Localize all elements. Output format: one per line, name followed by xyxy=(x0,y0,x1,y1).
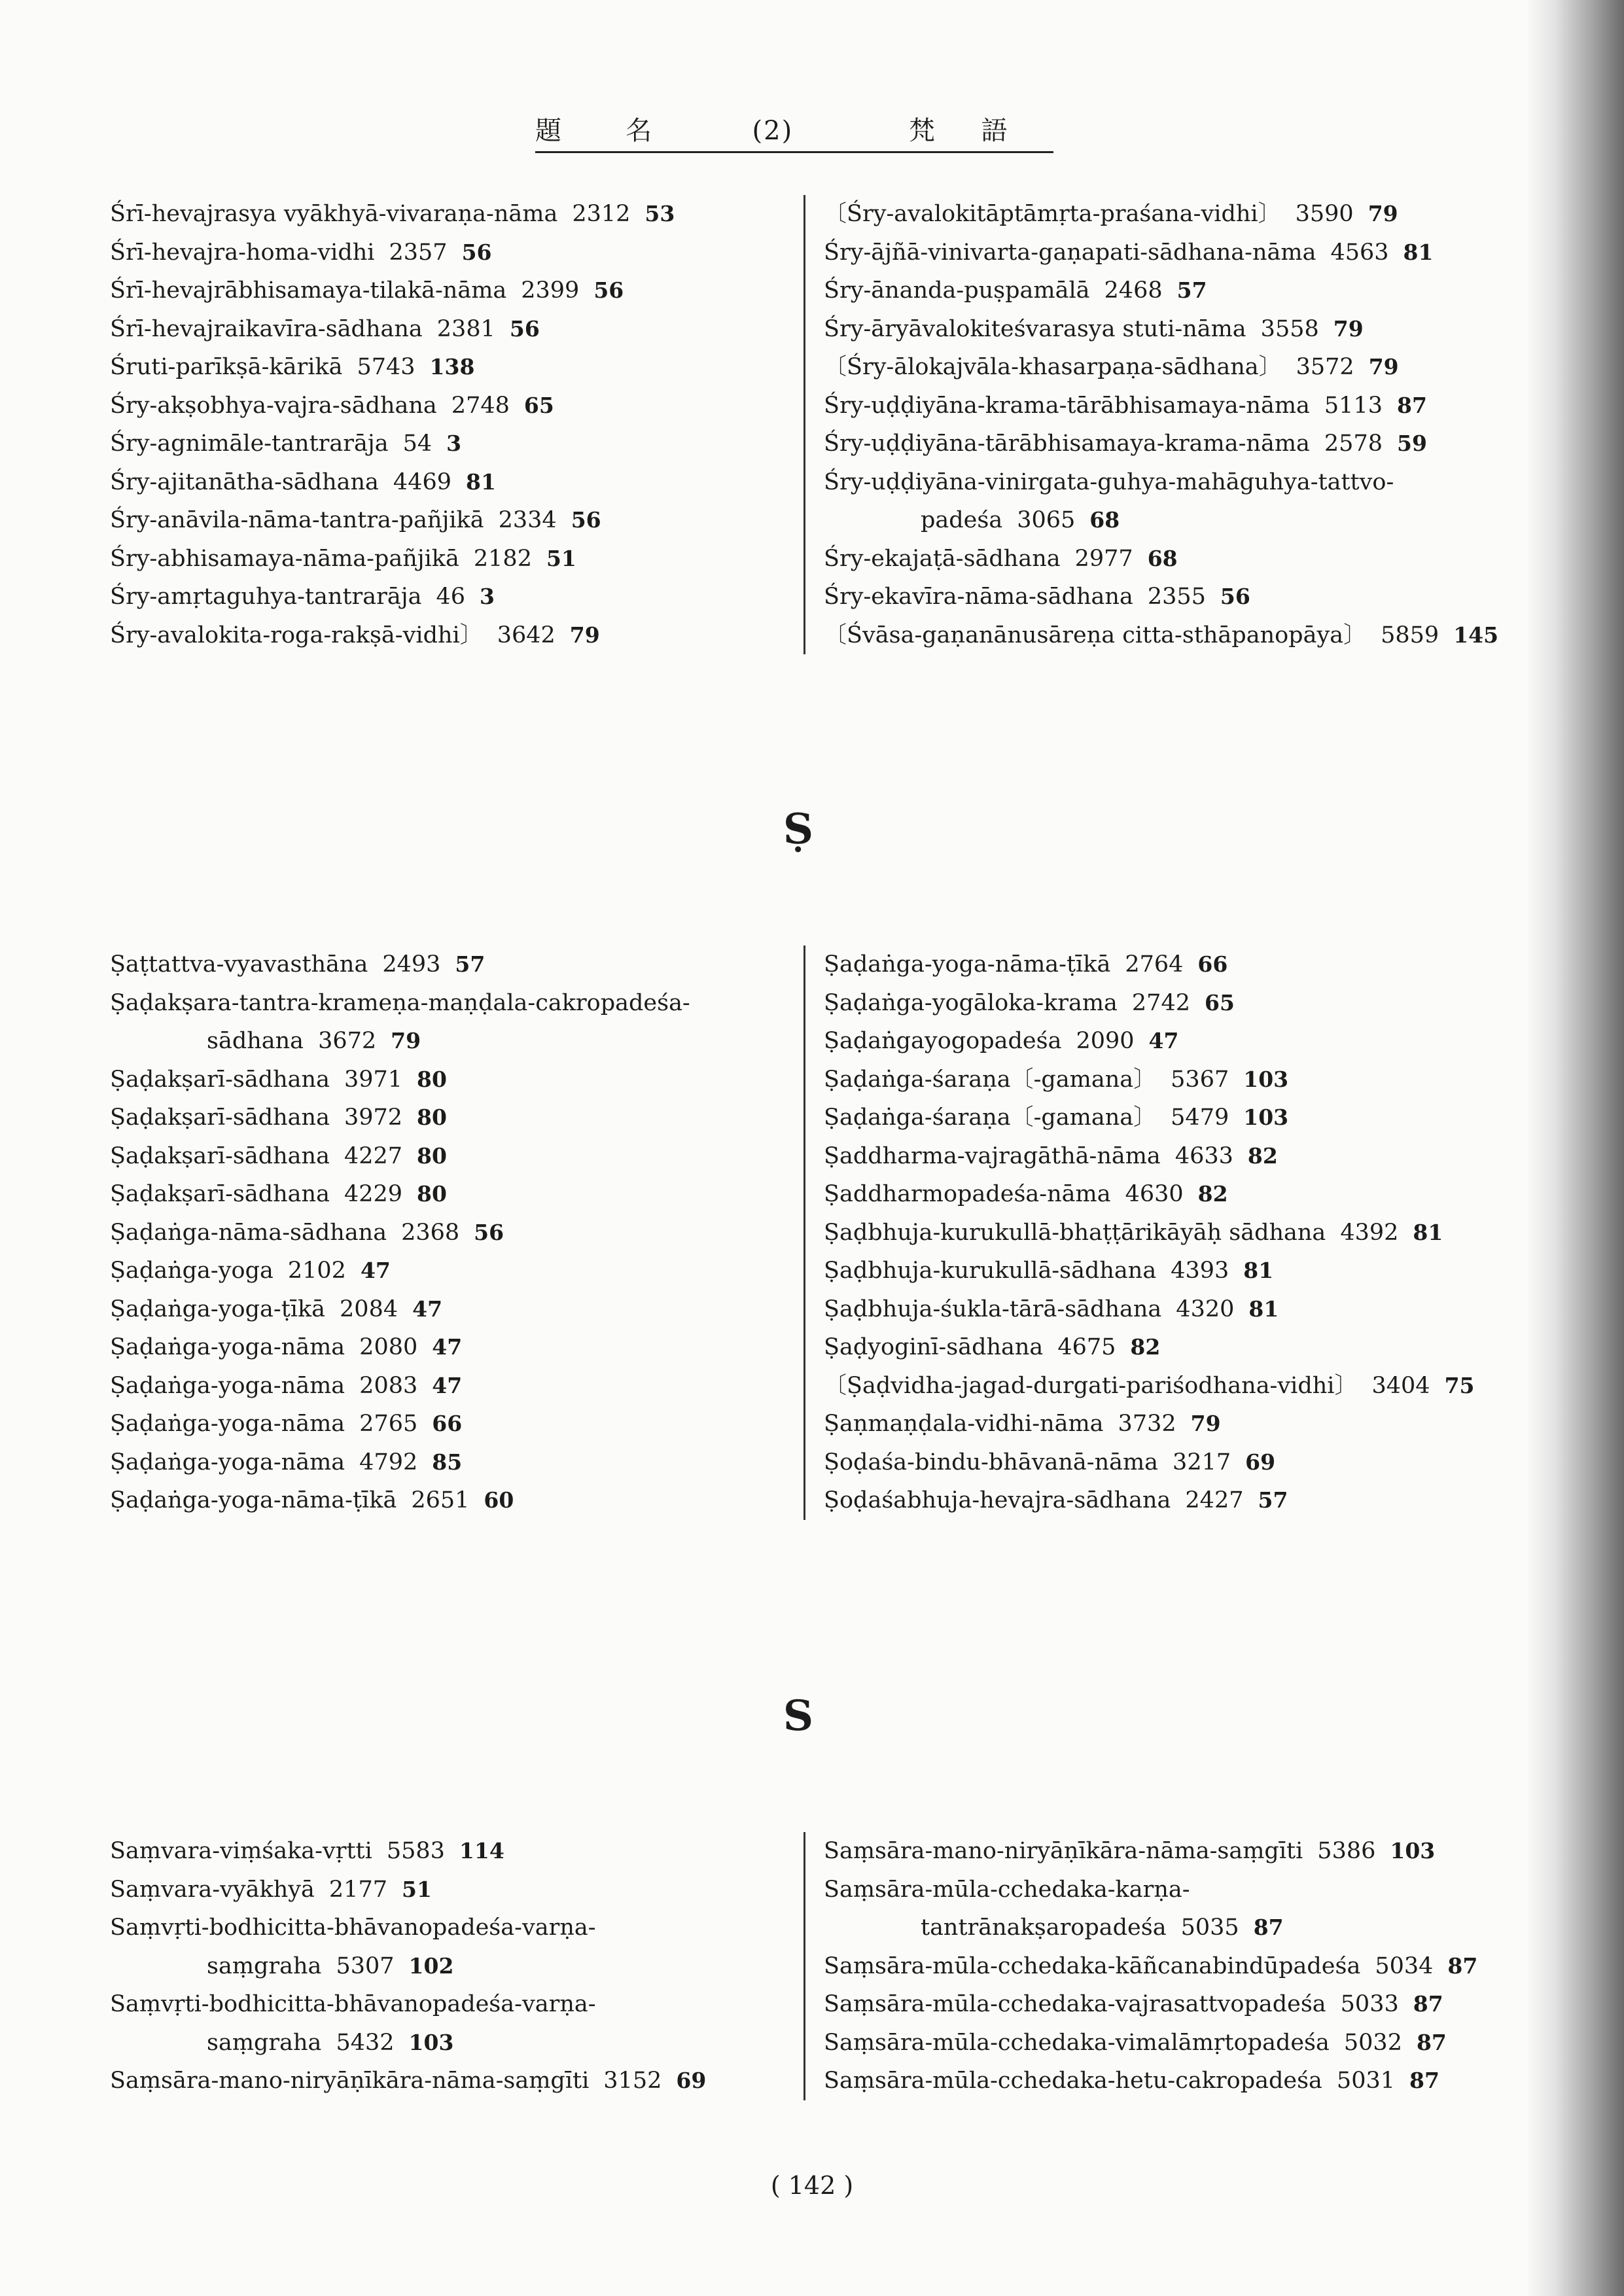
entry-title: Saṃsāra-mūla-cchedaka-vimalāmṛtopadeśa xyxy=(824,2029,1330,2056)
entry-number: 2084 xyxy=(340,1296,398,1322)
entry-page: 87 xyxy=(1253,1915,1284,1940)
entry-title: Ṣaḍaṅga-yoga-nāma xyxy=(110,1449,345,1475)
entry-page: 138 xyxy=(429,354,475,380)
entry-page: 103 xyxy=(1390,1838,1436,1863)
entry-title: Śrī-hevajrasya vyākhyā-vivaraṇa-nāma xyxy=(110,201,558,227)
index-entry xyxy=(110,1481,784,1520)
entry-title: Ṣoḍaśabhuja-hevajra-sādhana xyxy=(824,1487,1171,1513)
entry-page: 69 xyxy=(1245,1449,1276,1475)
entry-title: Saṃsāra-mano-niryāṇīkāra-nāma-saṃgīti xyxy=(110,2068,590,2094)
entry-page: 103 xyxy=(408,2029,454,2055)
entry-page: 82 xyxy=(1247,1142,1278,1169)
entry-title: 〔Śry-avalokitāptāmṛta-praśana-vidhi〕 xyxy=(824,201,1281,227)
entry-title: Saṃsāra-mūla-cchedaka-karṇa-tantrānakṣaropadeśa xyxy=(824,1876,1190,1941)
index-entry xyxy=(110,348,784,387)
entry-page: 81 xyxy=(1403,239,1434,265)
entry-number: 4633 xyxy=(1174,1142,1233,1169)
entry-title: Ṣaḍaṅga-yoga-nāma xyxy=(110,1372,345,1399)
entry-title: Saṃvṛti-bodhicitta-bhāvanopadeśa-varṇa-saṃgraha xyxy=(110,1915,596,1979)
index-entry xyxy=(824,540,1537,578)
entry-page: 102 xyxy=(408,1952,454,1979)
entry-number: 2427 xyxy=(1185,1487,1244,1513)
index-entry xyxy=(824,1985,1537,2024)
entry-page: 60 xyxy=(484,1487,514,1513)
index-entry xyxy=(110,463,784,502)
entry-number: 2742 xyxy=(1131,989,1190,1016)
entry-title: Ṣaḍakṣarī-sādhana xyxy=(110,1181,330,1207)
entry-page: 114 xyxy=(459,1838,504,1863)
index-entry xyxy=(110,1175,784,1214)
header-title-2: 名 xyxy=(626,116,654,146)
entry-title: Saṃsāra-mūla-cchedaka-kāñcanabindūpadeśa xyxy=(824,1952,1361,1979)
index-entry xyxy=(824,1443,1537,1482)
entry-title: Saṃvṛti-bodhicitta-bhāvanopadeśa-varṇa-saṃgraha xyxy=(110,1991,596,2056)
entry-page: 47 xyxy=(412,1296,443,1322)
entry-title: Ṣaḍaṅga-śaraṇa〔-gamana〕 xyxy=(824,1066,1157,1093)
entry-number: 5034 xyxy=(1375,1952,1434,1979)
entry-number: 4563 xyxy=(1330,239,1389,266)
entry-page: 79 xyxy=(1368,354,1399,380)
entry-number: 3065 xyxy=(1017,507,1076,533)
index-entry xyxy=(824,1405,1537,1443)
entry-title: Ṣaddharmopadeśa-nāma xyxy=(824,1181,1111,1207)
entry-page: 81 xyxy=(1413,1219,1443,1245)
index-entry xyxy=(110,195,784,234)
entry-number: 5432 xyxy=(336,2029,395,2056)
entry-title: Ṣaḍakṣarī-sādhana xyxy=(110,1066,330,1093)
entry-number: 2177 xyxy=(328,1876,387,1903)
index-entry xyxy=(824,1214,1537,1252)
header-lang-1: 梵 xyxy=(908,116,936,146)
entry-title: Ṣaḍaṅga-nāma-sādhana xyxy=(110,1219,387,1246)
entry-title: Ṣaḍaṅga-yoga-nāma-ṭīkā xyxy=(824,951,1111,978)
entry-number: 5307 xyxy=(336,1952,395,1979)
index-entry xyxy=(824,2024,1537,2062)
entry-number: 4469 xyxy=(393,468,451,495)
entry-number: 5113 xyxy=(1324,392,1383,419)
index-entry xyxy=(824,387,1537,425)
index-entry xyxy=(110,1909,784,1985)
entry-title: Ṣaḍaṅgayogopadeśa xyxy=(824,1028,1062,1054)
entry-page: 3 xyxy=(479,584,495,609)
entry-number: 4393 xyxy=(1171,1258,1229,1284)
header-title-1: 題 xyxy=(535,116,563,146)
entry-page: 65 xyxy=(523,392,554,418)
entry-title: Śry-abhisamaya-nāma-pañjikā xyxy=(110,545,459,572)
entry-number: 2182 xyxy=(473,545,532,572)
index-entry xyxy=(110,540,784,578)
index-entry xyxy=(824,463,1537,540)
entry-page: 51 xyxy=(401,1876,432,1902)
entry-title: Śry-agnimāle-tantrarāja xyxy=(110,431,389,457)
entry-page: 68 xyxy=(1089,507,1120,533)
entry-title: Ṣaddharma-vajragāthā-nāma xyxy=(824,1142,1161,1169)
entry-number: 2090 xyxy=(1076,1028,1135,1054)
index-entry xyxy=(824,348,1537,387)
index-entry xyxy=(824,1290,1537,1329)
entry-page: 56 xyxy=(1220,584,1250,609)
index-entry xyxy=(110,272,784,310)
index-entry xyxy=(824,1481,1537,1520)
entry-title: 〔Śvāsa-gaṇanānusāreṇa citta-sthāpanopāya〕 xyxy=(824,622,1367,648)
index-entry xyxy=(110,501,784,540)
entry-number: 2764 xyxy=(1125,951,1184,978)
entry-page: 57 xyxy=(455,951,485,977)
entry-page: 47 xyxy=(360,1258,391,1283)
entry-title: Śry-amṛtaguhya-tantrarāja xyxy=(110,584,422,610)
entry-number: 2355 xyxy=(1147,584,1206,610)
entry-title: Ṣaḍbhuja-kurukullā-bhaṭṭārikāyāḥ sādhana xyxy=(824,1219,1326,1246)
index-entry xyxy=(824,616,1537,655)
index-entry xyxy=(110,616,784,655)
entry-page: 87 xyxy=(1416,2029,1447,2055)
entry-number: 2468 xyxy=(1104,277,1163,304)
entry-page: 51 xyxy=(546,545,576,571)
entry-title: Śry-uḍḍiyāna-krama-tārābhisamaya-nāma xyxy=(824,392,1310,419)
index-entry xyxy=(110,387,784,425)
index-entry xyxy=(824,1947,1537,1986)
entry-page: 47 xyxy=(1148,1028,1179,1053)
entry-number: 3972 xyxy=(344,1104,403,1131)
entry-number: 2748 xyxy=(451,392,510,419)
index-entry xyxy=(824,195,1537,234)
entry-title: Ṣaḍaṅga-yoga xyxy=(110,1258,274,1284)
running-header xyxy=(535,110,1053,153)
entry-page: 79 xyxy=(1333,315,1364,342)
entry-title: Saṃsāra-mūla-cchedaka-hetu-cakropadeśa xyxy=(824,2068,1322,2094)
entry-page: 87 xyxy=(1447,1952,1478,1979)
entry-number: 3152 xyxy=(603,2068,662,2094)
entry-page: 87 xyxy=(1396,392,1427,418)
entry-page: 79 xyxy=(569,622,600,648)
entry-number: 4229 xyxy=(344,1181,403,1207)
index-entry xyxy=(824,1175,1537,1214)
entry-page: 56 xyxy=(461,239,492,265)
entry-number: 2977 xyxy=(1074,545,1133,572)
entry-title: Śry-akṣobhya-vajra-sādhana xyxy=(110,392,437,419)
entry-page: 53 xyxy=(644,201,675,226)
entry-number: 3971 xyxy=(344,1066,403,1093)
entry-page: 79 xyxy=(1190,1411,1221,1436)
entry-title: Śry-uḍḍiyāna-vinirgata-guhya-mahāguhya-tattvo-padeśa xyxy=(824,468,1394,533)
entry-title: 〔Śry-ālokajvāla-khasarpaṇa-sādhana〕 xyxy=(824,354,1282,380)
entry-page: 80 xyxy=(417,1181,447,1207)
entry-number: 4675 xyxy=(1057,1334,1116,1360)
index-entry xyxy=(110,1328,784,1367)
entry-page: 47 xyxy=(432,1334,463,1360)
entry-number: 3590 xyxy=(1295,201,1354,227)
entry-number: 5031 xyxy=(1336,2068,1395,2094)
entry-title: Ṣaḍakṣara-tantra-krameṇa-maṇḍala-cakropadeśa-sādhana xyxy=(110,989,690,1054)
entry-page: 68 xyxy=(1147,545,1178,571)
entry-number: 4792 xyxy=(359,1449,418,1475)
entry-number: 4227 xyxy=(344,1142,403,1169)
entry-title: Ṣaḍaṅga-yogāloka-krama xyxy=(824,989,1118,1016)
section-letter-s-dot: Ṣ xyxy=(783,805,814,854)
entry-number: 2357 xyxy=(389,239,448,266)
entry-page: 87 xyxy=(1409,2068,1439,2093)
index-entry xyxy=(110,2062,784,2100)
header-lang-2: 語 xyxy=(981,116,1009,146)
section-s-right-column xyxy=(803,1832,1537,2100)
entry-title: Śry-āryāvalokiteśvarasya stuti-nāma xyxy=(824,315,1246,342)
section-s xyxy=(0,1832,1624,2133)
index-entry xyxy=(110,1405,784,1443)
entry-number: 2368 xyxy=(401,1219,460,1246)
entry-page: 56 xyxy=(593,277,624,303)
section-s-dot-right-column xyxy=(803,945,1537,1520)
entry-number: 4630 xyxy=(1125,1181,1184,1207)
entry-page: 145 xyxy=(1453,622,1499,648)
entry-title: Śrī-hevajraikavīra-sādhana xyxy=(110,315,423,342)
entry-number: 5386 xyxy=(1317,1838,1376,1864)
index-entry xyxy=(110,425,784,463)
entry-page: 81 xyxy=(1243,1258,1274,1283)
section-sri-left-column xyxy=(110,195,784,654)
entry-title: 〔Ṣaḍvidha-jagad-durgati-pariśodhana-vidhi〕 xyxy=(824,1372,1358,1399)
entry-number: 3732 xyxy=(1118,1411,1176,1437)
entry-title: Ṣaḍyoginī-sādhana xyxy=(824,1334,1044,1360)
index-entry xyxy=(110,234,784,272)
index-entry xyxy=(110,1871,784,1909)
section-s-dot-left-column xyxy=(110,945,784,1520)
entry-page: 79 xyxy=(391,1028,421,1053)
entry-title: Ṣaḍaṅga-yoga-nāma xyxy=(110,1334,345,1360)
entry-title: Ṣaḍakṣarī-sādhana xyxy=(110,1142,330,1169)
entry-title: Śry-ājñā-vinivarta-gaṇapati-sādhana-nāma xyxy=(824,239,1316,266)
section-letter-s: S xyxy=(783,1691,814,1740)
entry-title: Saṃsāra-mūla-cchedaka-vajrasattvopadeśa xyxy=(824,1991,1326,2017)
index-entry xyxy=(110,310,784,349)
entry-number: 2399 xyxy=(521,277,580,304)
entry-page: 80 xyxy=(417,1142,447,1169)
entry-page: 87 xyxy=(1413,1991,1443,2017)
entry-page: 3 xyxy=(446,431,462,456)
entry-page: 81 xyxy=(1248,1296,1279,1322)
entry-number: 2102 xyxy=(287,1258,346,1284)
entry-number: 3404 xyxy=(1371,1372,1430,1399)
entry-number: 2578 xyxy=(1324,431,1383,457)
entry-number: 3672 xyxy=(318,1028,377,1054)
entry-number: 3572 xyxy=(1296,354,1354,380)
index-entry xyxy=(110,1214,784,1252)
index-entry xyxy=(824,1252,1537,1290)
entry-page: 81 xyxy=(466,468,496,495)
index-entry xyxy=(824,1832,1537,1871)
entry-title: Saṃsāra-mano-niryāṇīkāra-nāma-saṃgīti xyxy=(824,1838,1303,1864)
entry-page: 79 xyxy=(1368,201,1398,226)
entry-title: Śry-ekajaṭā-sādhana xyxy=(824,545,1061,572)
index-entry xyxy=(824,1367,1537,1405)
entry-title: Ṣaḍaṅga-yoga-nāma-ṭīkā xyxy=(110,1487,397,1513)
index-entry xyxy=(824,1022,1537,1061)
entry-page: 47 xyxy=(432,1372,463,1398)
entry-page: 82 xyxy=(1197,1181,1228,1207)
entry-page: 56 xyxy=(509,315,540,342)
entry-title: Ṣaḍbhuja-kurukullā-sādhana xyxy=(824,1258,1157,1284)
entry-page: 80 xyxy=(417,1104,447,1130)
index-entry xyxy=(824,234,1537,272)
index-entry xyxy=(824,425,1537,463)
index-entry xyxy=(110,945,784,984)
entry-page: 57 xyxy=(1258,1487,1288,1513)
index-entry xyxy=(110,1985,784,2062)
entry-number: 2765 xyxy=(359,1411,418,1437)
entry-page: 75 xyxy=(1444,1372,1475,1398)
entry-title: Śrī-hevajrābhisamaya-tilakā-nāma xyxy=(110,277,507,304)
index-entry xyxy=(110,1137,784,1176)
entry-page: 57 xyxy=(1176,277,1207,303)
entry-title: Śrī-hevajra-homa-vidhi xyxy=(110,239,375,266)
entry-number: 3558 xyxy=(1260,315,1319,342)
entry-title: Śry-uḍḍiyāna-tārābhisamaya-krama-nāma xyxy=(824,431,1310,457)
entry-number: 5859 xyxy=(1381,622,1439,648)
index-entry xyxy=(110,578,784,616)
entry-number: 54 xyxy=(402,431,432,457)
entry-title: Ṣaḍaṅga-śaraṇa〔-gamana〕 xyxy=(824,1104,1157,1131)
section-s-left-column xyxy=(110,1832,784,2100)
entry-number: 2493 xyxy=(382,951,441,978)
index-entry xyxy=(110,1443,784,1482)
entry-number: 2381 xyxy=(436,315,495,342)
entry-title: Ṣaḍaṅga-yoga-nāma xyxy=(110,1411,345,1437)
entry-number: 5035 xyxy=(1180,1915,1239,1941)
entry-page: 103 xyxy=(1243,1104,1289,1130)
entry-title: Saṃvara-viṃśaka-vṛtti xyxy=(110,1838,372,1864)
entry-page: 82 xyxy=(1130,1334,1161,1360)
entry-title: Śry-avalokita-roga-rakṣā-vidhi〕 xyxy=(110,622,483,648)
entry-number: 3642 xyxy=(497,622,556,648)
entry-page: 65 xyxy=(1204,989,1235,1016)
section-sri-right-column xyxy=(803,195,1537,654)
index-entry xyxy=(824,2062,1537,2100)
index-entry xyxy=(110,1367,784,1405)
index-entry xyxy=(824,1061,1537,1099)
entry-title: Śry-ānanda-puṣpamālā xyxy=(824,277,1090,304)
entry-title: Śry-ekavīra-nāma-sādhana xyxy=(824,584,1133,610)
entry-title: Ṣaḍakṣarī-sādhana xyxy=(110,1104,330,1131)
index-entry xyxy=(824,272,1537,310)
index-entry xyxy=(824,578,1537,616)
index-entry xyxy=(110,1061,784,1099)
entry-title: Ṣoḍaśa-bindu-bhāvanā-nāma xyxy=(824,1449,1159,1475)
section-sri xyxy=(0,195,1624,666)
index-entry xyxy=(110,1832,784,1871)
entry-page: 59 xyxy=(1396,431,1427,456)
entry-number: 5479 xyxy=(1171,1104,1229,1131)
entry-number: 5743 xyxy=(357,354,415,380)
index-entry xyxy=(824,1328,1537,1367)
entry-title: Ṣaṭtattva-vyavasthāna xyxy=(110,951,368,978)
entry-title: Ṣaṇmaṇḍala-vidhi-nāma xyxy=(824,1411,1104,1437)
entry-page: 56 xyxy=(571,507,601,533)
index-entry xyxy=(824,1099,1537,1137)
entry-number: 5032 xyxy=(1343,2029,1402,2056)
entry-number: 5583 xyxy=(386,1838,445,1864)
entry-page: 66 xyxy=(432,1411,463,1436)
entry-page: 69 xyxy=(676,2068,707,2093)
index-entry xyxy=(110,1099,784,1137)
index-entry xyxy=(824,310,1537,349)
entry-number: 2312 xyxy=(572,201,631,227)
index-entry xyxy=(110,1290,784,1329)
index-entry xyxy=(110,984,784,1061)
entry-number: 2080 xyxy=(359,1334,418,1360)
entry-number: 2083 xyxy=(359,1372,418,1399)
entry-page: 85 xyxy=(432,1449,463,1475)
entry-number: 4392 xyxy=(1340,1219,1399,1246)
page-number: ( 142 ) xyxy=(770,2171,854,2200)
index-entry xyxy=(110,1252,784,1290)
entry-title: Ṣaḍbhuja-śukla-tārā-sādhana xyxy=(824,1296,1162,1322)
entry-title: Saṃvara-vyākhyā xyxy=(110,1876,315,1903)
section-s-dot xyxy=(0,945,1624,1521)
entry-title: Śruti-parīkṣā-kārikā xyxy=(110,354,343,380)
entry-number: 2334 xyxy=(498,507,557,533)
entry-number: 46 xyxy=(436,584,465,610)
index-entry xyxy=(824,945,1537,984)
entry-page: 66 xyxy=(1197,951,1228,977)
index-entry xyxy=(824,1871,1537,1947)
entry-number: 2651 xyxy=(411,1487,470,1513)
entry-number: 5367 xyxy=(1171,1066,1229,1093)
entry-number: 4320 xyxy=(1176,1296,1235,1322)
entry-page: 103 xyxy=(1243,1066,1289,1092)
entry-title: Śry-ajitanātha-sādhana xyxy=(110,468,379,495)
header-volume: (2) xyxy=(752,116,794,146)
entry-number: 3217 xyxy=(1173,1449,1231,1475)
entry-number: 5033 xyxy=(1340,1991,1399,2017)
index-entry xyxy=(824,984,1537,1023)
entry-page: 56 xyxy=(474,1219,504,1245)
entry-title: Ṣaḍaṅga-yoga-ṭīkā xyxy=(110,1296,326,1322)
entry-title: Śry-anāvila-nāma-tantra-pañjikā xyxy=(110,507,484,533)
entry-page: 80 xyxy=(417,1066,447,1092)
index-entry xyxy=(824,1137,1537,1176)
